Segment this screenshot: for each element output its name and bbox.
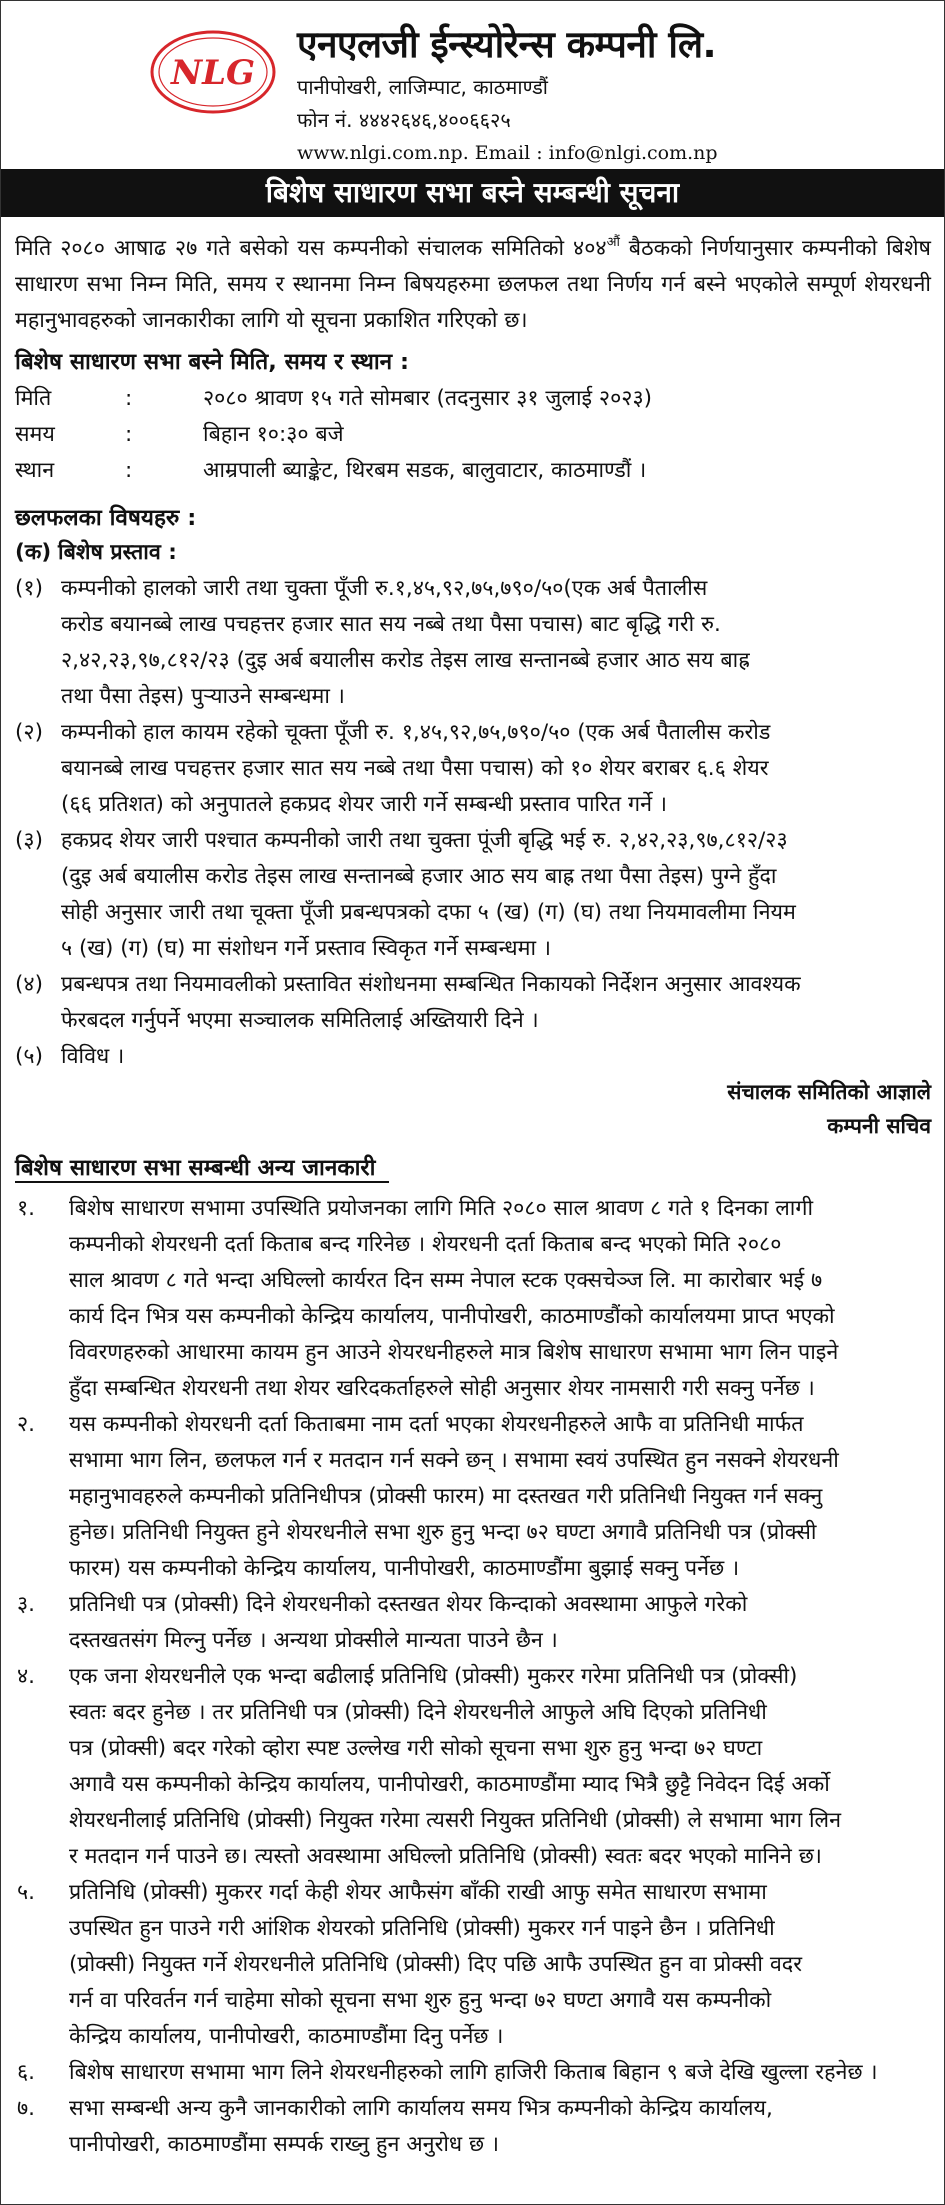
agenda-item-line: प्रबन्धपत्र तथा नियमावलीको प्रस्तावित संशोधनमा सम्बन्धित निकायको निर्देशन अनुसार आवश्यक — [61, 972, 801, 997]
info-item-line: हुँदा सम्बन्धित शेयरधनी तथा शेयर खरिदकर्ताहरुले सोही अनुसार शेयर नामसारी गरी सक्नु पर्नेछ । — [69, 1376, 815, 1401]
notice-title: बिशेष साधारण सभा बस्ने सम्बन्धी सूचना — [1, 169, 944, 217]
meeting-venue-value: आम्रपाली ब्याङ्केट, थिरबम सडक, बालुवाटार, काठमाण्डौं । — [203, 458, 647, 483]
info-item-line: सभा सम्बन्धी अन्य कुनै जानकारीको लागि कार्यालय समय भित्र कम्पनीको केन्द्रिय कार्यालय, — [69, 2096, 773, 2121]
info-item-line: कार्य दिन भित्र यस कम्पनीको केन्द्रिय कार्यालय, पानीपोखरी, काठमाण्डौंको कार्यालयमा प्राप्त भएको — [69, 1304, 835, 1329]
info-item-line: दस्तखतसंग मिल्नु पर्नेछ । अन्यथा प्रोक्सीले मान्यता पाउने छैन । — [69, 1628, 558, 1653]
agenda-item — [15, 1039, 931, 1075]
meeting-venue-label: स्थान — [15, 458, 55, 483]
company-info — [297, 19, 937, 170]
info-item-line: कम्पनीको शेयरधनी दर्ता किताब बन्द गरिनेछ । शेयरधनी दर्ता किताब बन्द भएको मिति २०८० — [69, 1232, 782, 1257]
info-item-line: शेयरधनीलाई प्रतिनिधि (प्रोक्सी) नियुक्त गरेमा त्यसरी नियुक्त प्रतिनिधी (प्रोक्सी) ले सभामा भाग लिन — [69, 1808, 842, 1833]
info-item — [15, 2091, 931, 2163]
info-item-line: पत्र (प्रोक्सी) बदर गरेको व्होरा स्पष्ट उल्लेख गरी सोको सूचना सभा शुरु हुनु भन्दा ७२ घण्टा — [69, 1736, 763, 1761]
other-info-heading — [15, 1149, 931, 1187]
company-phone: फोन नं. ४४४२६४६,४००६६२५ — [297, 108, 511, 132]
intro-text-start: मिति २०८० आषाढ २७ गते बसेको यस कम्पनीको संचालक समितिको ४०४ — [15, 236, 607, 261]
meeting-date-label: मिति — [15, 386, 52, 411]
info-item-text — [69, 1191, 931, 1407]
info-item-line: अगावै यस कम्पनीको केन्द्रिय कार्यालय, पानीपोखरी, काठमाण्डौंमा म्याद भित्रै छुट्टै निवेदन दिई अर्को — [69, 1772, 830, 1797]
meeting-heading: बिशेष साधारण सभा बस्ने मिति, समय र स्थान : — [15, 349, 409, 375]
info-item — [15, 1587, 931, 1659]
agenda-item-marker: (२) — [15, 720, 43, 745]
agenda-item-line: ५ (ख) (ग) (घ) मा संशोधन गर्ने प्रस्ताव स्विकृत गर्ने सम्बन्धमा । — [61, 936, 552, 961]
meeting-date-colon: : — [125, 386, 133, 411]
signature-line-2: कम्पनी सचिव — [827, 1114, 931, 1138]
info-item — [15, 1875, 931, 2055]
agenda-item-marker: (५) — [15, 1044, 43, 1069]
info-item-line: बिशेष साधारण सभामा उपस्थिति प्रयोजनका लागि मिति २०८० साल श्रावण ८ गते १ दिनका लागी — [69, 1196, 814, 1221]
info-item-marker: ६. — [17, 2060, 36, 2085]
info-item-line: विवरणहरुको आधारमा कायम हुन आउने शेयरधनीहरुले मात्र बिशेष साधारण सभामा भाग लिन पाइने — [69, 1340, 839, 1365]
info-item-line: महानुभावहरुले कम्पनीको प्रतिनिधीपत्र (प्रोक्सी फारम) मा दस्तखत गरी प्रतिनिधी नियुक्त गर्न सक्नु — [69, 1484, 823, 1509]
logo-text: NLG — [170, 53, 256, 93]
meeting-venue-colon: : — [125, 458, 133, 483]
agenda-item-line: करोड बयानब्बे लाख पचहत्तर हजार सात सय नब्बे तथा पैसा पचास) बाट बृद्धि गरी रु. — [61, 612, 721, 637]
info-item-line: स्वतः बदर हुनेछ । तर प्रतिनिधी पत्र (प्रोक्सी) दिने शेयरधनीले आफुले अघि दिएको प्रतिनिधी — [69, 1700, 767, 1725]
signature-block — [15, 1075, 931, 1143]
info-item-line: सभामा भाग लिन, छलफल गर्न र मतदान गर्न सक्ने छन् । सभामा स्वयं उपस्थित हुन नसक्ने शेयरधनी — [69, 1448, 839, 1473]
info-item-line: प्रतिनिधि (प्रोक्सी) मुकरर गर्दा केही शेयर आफैसंग बाँकी राखी आफु समेत साधारण सभामा — [69, 1880, 767, 1905]
info-item-line: यस कम्पनीको शेयरधनी दर्ता किताबमा नाम दर्ता भएका शेयरधनीहरुले आफै वा प्रतिनिधी मार्फत — [69, 1412, 804, 1437]
agenda-item-text — [61, 1039, 931, 1075]
info-item-marker: १. — [17, 1196, 36, 1221]
special-proposal-marker: (क) — [15, 540, 52, 565]
info-item — [15, 2055, 931, 2091]
info-item-marker: ७. — [17, 2096, 36, 2121]
info-item-text — [69, 2091, 931, 2163]
info-item-line: बिशेष साधारण सभामा भाग लिने शेयरधनीहरुको लागि हाजिरी किताब बिहान ९ बजे देखि खुल्ला रहनेछ । — [69, 2060, 878, 2085]
info-item-line: गर्न वा परिवर्तन गर्न चाहेमा सोको सूचना सभा शुरु हुनु भन्दा ७२ घण्टा अगावै यस कम्पनीको — [69, 1988, 772, 2013]
agenda-item-line: सोही अनुसार जारी तथा चूक्ता पूँजी प्रबन्धपत्रको दफा ५ (ख) (ग) (घ) तथा नियमावलीमा नियम — [61, 900, 796, 925]
special-proposal-label: बिशेष प्रस्ताव : — [58, 540, 177, 565]
info-item-line: उपस्थित हुन पाउने गरी आंशिक शेयरको प्रतिनिधि (प्रोक्सी) मुकरर गर्न पाइने छैन । प्रतिनिधी — [69, 1916, 775, 1941]
agenda-heading: छलफलका विषयहरु : — [15, 505, 197, 531]
agenda-item-line: २,४२,२३,९७,८१२/२३ (दुइ अर्ब बयालीस करोड तेइस लाख सन्तानब्बे हजार आठ सय बाह्र — [61, 648, 750, 673]
info-item-text — [69, 2055, 931, 2091]
other-info-heading-text: बिशेष साधारण सभा सम्बन्धी अन्य जानकारी — [15, 1155, 389, 1183]
agenda-item — [15, 571, 931, 715]
notice-body — [15, 225, 931, 2163]
info-item — [15, 1407, 931, 1587]
info-item-text — [69, 1875, 931, 2055]
info-item-line: हुनेछ। प्रतिनिधी नियुक्त हुने शेयरधनीले सभा शुरु हुनु भन्दा ७२ घण्टा अगावै प्रतिनिधी पत्र (प्रोक्सी — [69, 1520, 817, 1545]
agenda-item-text — [61, 823, 931, 967]
agenda-item-line: कम्पनीको हाल कायम रहेको चूक्ता पूँजी रु. १,४५,९२,७५,७९०/५० (एक अर्ब पैतालीस करोड — [61, 720, 771, 745]
agenda-item-line: बयानब्बे लाख पचहत्तर हजार सात सय नब्बे तथा पैसा पचास) को १० शेयर बराबर ६.६ शेयर — [61, 756, 769, 781]
info-item-text — [69, 1587, 931, 1659]
agenda-item-line: तथा पैसा तेइस) पुऱ्याउने सम्बन्धमा । — [61, 684, 345, 709]
agenda-item-marker: (३) — [15, 828, 43, 853]
meeting-date-value: २०८० श्रावण १५ गते सोमबार (तदनुसार ३१ जुलाई २०२३) — [203, 386, 653, 411]
special-proposal-heading — [15, 535, 931, 571]
info-item-line: एक जना शेयरधनीले एक भन्दा बढीलाई प्रतिनिधि (प्रोक्सी) मुकरर गरेमा प्रतिनिधी पत्र (प्रोक्सी) — [69, 1664, 798, 1689]
agenda-item-marker: (४) — [15, 972, 43, 997]
meeting-date-row — [15, 381, 931, 417]
meeting-time-colon: : — [125, 422, 133, 447]
agenda-item-text — [61, 967, 931, 1039]
agenda-item-marker: (१) — [15, 576, 43, 601]
info-item-text — [69, 1407, 931, 1587]
info-item-line: र मतदान गर्न पाउने छ। त्यस्तो अवस्थामा अघिल्लो प्रतिनिधि (प्रोक्सी) स्वतः बदर भएको मानिने छ। — [69, 1844, 822, 1869]
agenda-item-line: (६६ प्रतिशत) को अनुपातले हकप्रद शेयर जारी गर्ने सम्बन्धी प्रस्ताव पारित गर्ने । — [61, 792, 668, 817]
info-item-line: (प्रोक्सी) नियुक्त गर्ने शेयरधनीले प्रतिनिधि (प्रोक्सी) दिए पछि आफै उपस्थित हुन वा प्रोक्सी वदर — [69, 1952, 802, 1977]
agenda-item-line: फेरबदल गर्नुपर्ने भएमा सञ्चालक समितिलाई अख्तियारी दिने । — [61, 1008, 539, 1033]
agenda-item — [15, 967, 931, 1039]
info-item-marker: ३. — [17, 1592, 36, 1617]
agenda-item-line: हकप्रद शेयर जारी पश्चात कम्पनीको जारी तथा चुक्ता पूंजी बृद्धि भई रु. २,४२,२३,९७,८१२/२३ — [61, 828, 788, 853]
intro-paragraph — [15, 225, 931, 339]
other-info-list — [15, 1191, 931, 2163]
meeting-time-row — [15, 417, 931, 453]
signature-line-1: संचालक समितिको आज्ञाले — [727, 1080, 931, 1104]
company-address: पानीपोखरी, लाजिम्पाट, काठमाण्डौं — [297, 75, 548, 99]
agenda-item — [15, 823, 931, 967]
info-item-line: फारम) यस कम्पनीको केन्द्रिय कार्यालय, पानीपोखरी, काठमाण्डौंमा बुझाई सक्नु पर्नेछ । — [69, 1556, 740, 1581]
info-item-marker: २. — [17, 1412, 36, 1437]
info-item-line: साल श्रावण ८ गते भन्दा अघिल्लो कार्यरत दिन सम्म नेपाल स्टक एक्सचेञ्ज लि. मा कारोबार भई ७ — [69, 1268, 823, 1293]
info-item-marker: ४. — [17, 1664, 36, 1689]
meeting-time-value: बिहान १०:३० बजे — [203, 422, 344, 447]
info-item — [15, 1659, 931, 1875]
agenda-item-line: विविध । — [61, 1044, 125, 1069]
agenda-item-text — [61, 715, 931, 823]
meeting-venue-row — [15, 453, 931, 489]
agenda-item-text — [61, 571, 931, 715]
agenda-item-line: कम्पनीको हालको जारी तथा चुक्ता पूँजी रु.१,४५,९२,७५,७९०/५०(एक अर्ब पैतालीस — [61, 576, 708, 601]
intro-text-end: बैठकको निर्णयानुसार कम्पनीको बिशेष साधारण सभा निम्न मिति, समय र स्थानमा निम्न बिषयहरुमा छलफल तथा निर्णय गर्न बस्ने भएकोले सम्पूर्ण शेयरधनी महानुभावहरुको जानकारीका लागि यो सूचना प्रकाशित गरिएको छ। — [15, 236, 931, 333]
company-web-email: www.nlgi.com.np. Email : info@nlgi.com.np — [297, 142, 718, 164]
meeting-time-label: समय — [15, 422, 55, 447]
intro-superscript: औं — [606, 235, 620, 250]
info-item-text — [69, 1659, 931, 1875]
agenda-item-line: (दुइ अर्ब बयालीस करोड तेइस लाख सन्तानब्बे हजार आठ सय बाह्र तथा पैसा तेइस) पुग्ने हुँदा — [61, 864, 777, 889]
company-logo — [149, 29, 277, 115]
info-item-marker: ५. — [17, 1880, 36, 1905]
meeting-details — [15, 381, 931, 489]
info-item — [15, 1191, 931, 1407]
agenda-item — [15, 715, 931, 823]
info-item-line: पानीपोखरी, काठमाण्डौंमा सम्पर्क राख्नु हुन अनुरोध छ । — [69, 2132, 500, 2157]
agenda-list — [15, 571, 931, 1075]
info-item-line: केन्द्रिय कार्यालय, पानीपोखरी, काठमाण्डौंमा दिनु पर्नेछ । — [69, 2024, 504, 2049]
header — [1, 1, 944, 169]
company-name: एनएलजी ईन्स्योरेन्स कम्पनी लि. — [297, 23, 717, 66]
info-item-line: प्रतिनिधी पत्र (प्रोक्सी) दिने शेयरधनीको दस्तखत शेयर किन्दाको अवस्थामा आफुले गरेको — [69, 1592, 748, 1617]
